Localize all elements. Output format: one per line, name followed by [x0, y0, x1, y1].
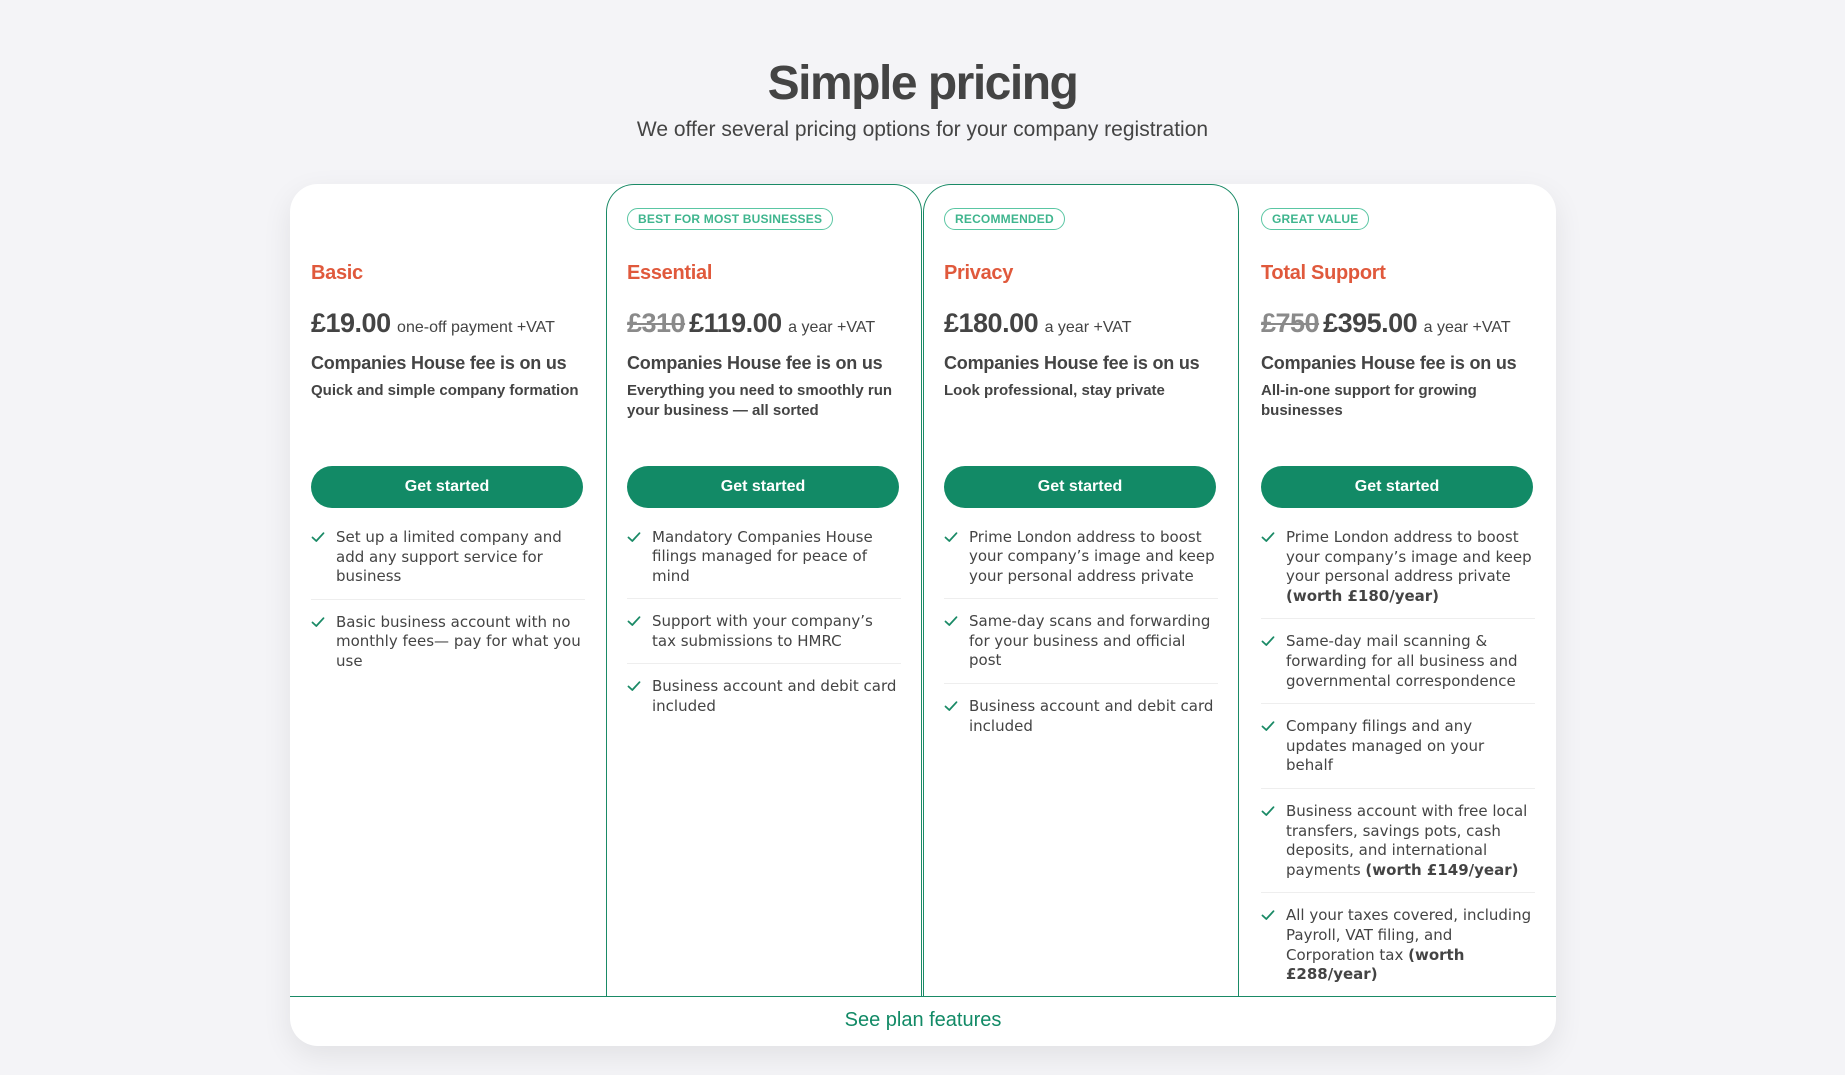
feature-list	[944, 528, 1218, 749]
feature-text	[1286, 717, 1535, 776]
feature-item	[311, 528, 585, 600]
feature-item	[944, 612, 1218, 684]
feature-item	[1261, 802, 1535, 893]
feature-main-text: Business account and debit card included	[969, 697, 1214, 735]
feature-item	[1261, 528, 1535, 619]
price-row	[1261, 306, 1535, 345]
feature-text	[1286, 632, 1535, 691]
check-icon	[1261, 802, 1286, 818]
plan-badge: GREAT VALUE	[1261, 208, 1369, 230]
check-icon	[1261, 528, 1286, 544]
check-icon	[627, 528, 652, 544]
old-price: £750	[1261, 308, 1320, 338]
feature-text	[652, 677, 901, 716]
get-started-button[interactable]: Get started	[944, 466, 1216, 508]
feature-text	[1286, 528, 1535, 606]
feature-worth: (worth £288/year)	[1286, 945, 1465, 984]
fee-note: Companies House fee is on us	[627, 352, 883, 373]
feature-item	[311, 613, 585, 684]
feature-item	[1261, 717, 1535, 789]
plan-description: Quick and simple company formation	[311, 382, 579, 399]
see-plan-features-link[interactable]: See plan features	[290, 996, 1556, 1046]
get-started-button[interactable]: Get started	[1261, 466, 1533, 508]
plan-price: £119.00	[689, 307, 782, 338]
feature-main-text: Same-day mail scanning & forwarding for all business and governmental correspondence	[1286, 632, 1518, 690]
feature-text	[969, 697, 1218, 736]
feature-main-text: Business account with free local transfers, savings pots, cash deposits, and international payments	[1286, 801, 1528, 879]
feature-item	[1261, 906, 1535, 996]
plan-price: £180.00	[944, 307, 1039, 338]
feature-main-text: Company filings and any updates managed on your behalf	[1286, 717, 1485, 775]
feature-list	[1261, 528, 1535, 997]
feature-list	[627, 528, 901, 729]
check-icon	[944, 528, 969, 544]
feature-text	[969, 612, 1218, 671]
plan-description: Look professional, stay private	[944, 381, 1165, 399]
feature-main-text: Prime London address to boost your company’s image and keep your personal address private	[1286, 528, 1532, 586]
plan-card-basic	[290, 184, 606, 996]
plan-name: Total Support	[1261, 262, 1386, 284]
fee-note: Companies House fee is on us	[311, 353, 567, 373]
price-period: one-off payment +VAT	[397, 319, 555, 336]
pricing-header	[0, 0, 1845, 144]
plan-card-privacy	[923, 184, 1239, 996]
feature-main-text: Mandatory Companies House filings managed for peace of mind	[652, 527, 873, 585]
check-icon	[1261, 632, 1286, 648]
fee-note: Companies House fee is on us	[1261, 353, 1517, 373]
plan-description: All-in-one support for growing businesses	[1261, 382, 1477, 419]
feature-item	[944, 528, 1218, 600]
old-price: £310	[627, 307, 686, 338]
feature-text	[1286, 802, 1535, 880]
check-icon	[1261, 906, 1286, 922]
feature-text	[652, 612, 901, 651]
feature-worth: (worth £149/year)	[1365, 860, 1519, 879]
check-icon	[1261, 717, 1286, 733]
price-row	[944, 306, 1218, 345]
check-icon	[311, 528, 336, 544]
plan-badge: RECOMMENDED	[944, 208, 1065, 230]
feature-main-text: Prime London address to boost your company’s image and keep your personal address private	[969, 527, 1215, 585]
page-title: Simple pricing	[767, 57, 1078, 110]
feature-item	[627, 612, 901, 664]
plan-price: £395.00	[1323, 308, 1418, 338]
feature-item	[1261, 632, 1535, 704]
plan-description: Everything you need to smoothly run your business — all sorted	[627, 381, 893, 419]
feature-text	[1286, 906, 1535, 984]
check-icon	[627, 612, 652, 628]
get-started-button[interactable]: Get started	[627, 466, 899, 508]
price-row	[311, 306, 585, 345]
feature-list	[311, 528, 585, 684]
page-subtitle: We offer several pricing options for your company registration	[636, 118, 1209, 141]
feature-main-text: Basic business account with no monthly fees— pay for what you use	[336, 612, 581, 670]
feature-item	[944, 697, 1218, 748]
plan-badge: BEST FOR MOST BUSINESSES	[627, 208, 833, 230]
feature-main-text: Same-day scans and forwarding for your business and official post	[969, 612, 1211, 670]
feature-worth: (worth £180/year)	[1286, 586, 1440, 605]
price-period: a year +VAT	[1423, 319, 1511, 336]
price-row	[627, 306, 901, 345]
feature-item	[627, 528, 901, 600]
feature-main-text: All your taxes covered, including Payroll, VAT filing, and Corporation tax	[1286, 906, 1532, 964]
price-period: a year +VAT	[788, 318, 876, 336]
feature-item	[627, 677, 901, 728]
check-icon	[944, 697, 969, 713]
plan-price: £19.00	[311, 308, 391, 338]
plan-card-essential	[606, 184, 922, 996]
plan-name: Basic	[311, 262, 363, 284]
check-icon	[311, 613, 336, 629]
feature-main-text: Set up a limited company and add any support service for business	[336, 528, 562, 586]
get-started-button[interactable]: Get started	[311, 466, 583, 508]
feature-text	[652, 528, 901, 587]
fee-note: Companies House fee is on us	[944, 352, 1200, 373]
feature-text	[336, 528, 585, 587]
check-icon	[627, 677, 652, 693]
feature-text	[336, 613, 585, 672]
feature-main-text: Support with your company’s tax submissions to HMRC	[652, 612, 873, 650]
plan-name: Essential	[627, 261, 713, 284]
check-icon	[944, 612, 969, 628]
feature-main-text: Business account and debit card included	[652, 677, 897, 716]
price-period: a year +VAT	[1044, 318, 1132, 336]
feature-text	[969, 528, 1218, 587]
pricing-cards	[290, 184, 1556, 1046]
plan-card-total-support	[1240, 184, 1556, 996]
plan-name: Privacy	[944, 261, 1014, 284]
